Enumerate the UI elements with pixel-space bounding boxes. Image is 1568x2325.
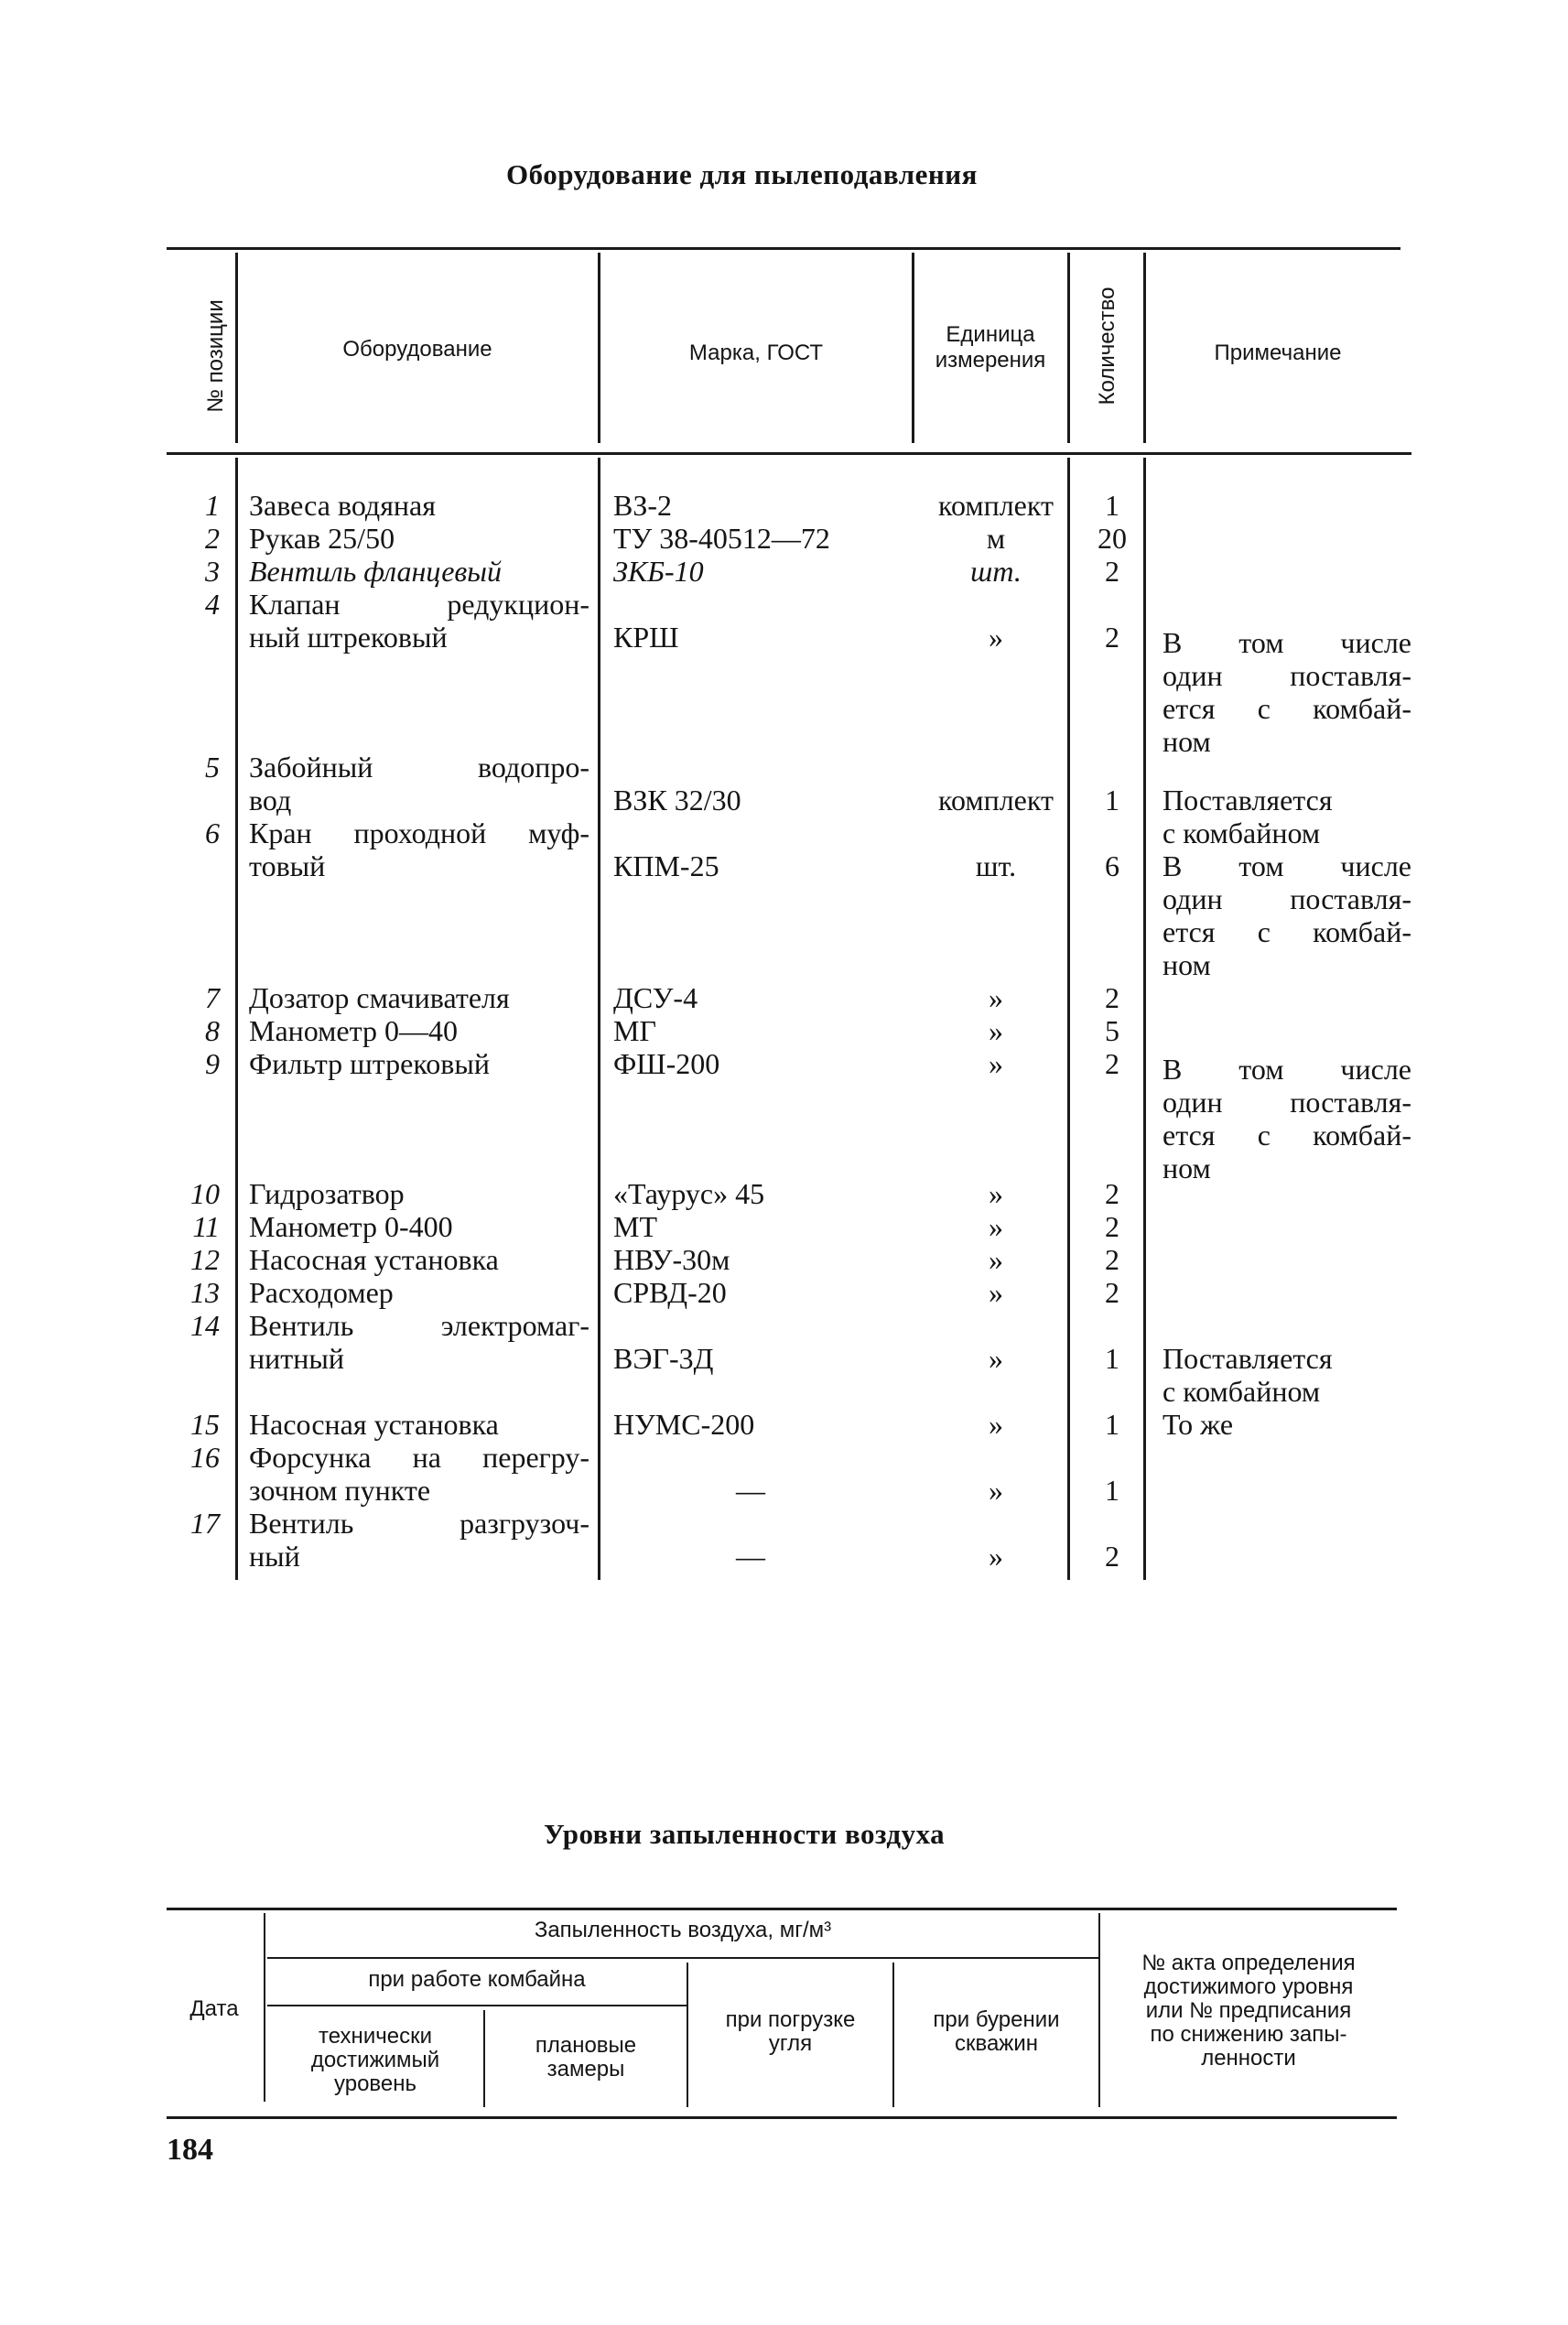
equipment-name: Насосная установка — [249, 1408, 499, 1441]
table2-inner-rule — [267, 2005, 687, 2006]
table-row — [0, 1408, 1568, 1441]
row-number: 5 — [205, 751, 220, 784]
note-line — [0, 948, 1568, 981]
equipment-unit: комплект — [938, 489, 1054, 522]
equipment-unit: » — [989, 1540, 1003, 1573]
equipment-name: Рукав 25/50 — [249, 522, 395, 555]
equipment-mark: МТ — [613, 1210, 657, 1243]
equipment-qty: 2 — [1105, 1047, 1119, 1080]
note-text: ется с комбай- — [1162, 1119, 1411, 1152]
note-text: ном — [1162, 1152, 1211, 1184]
equipment-mark: ДСУ-4 — [613, 981, 698, 1014]
equipment-name: ный — [249, 1540, 300, 1573]
header-line: по снижению запы- — [1150, 2022, 1347, 2047]
equipment-mark: — — [736, 1474, 765, 1507]
equipment-qty: 2 — [1105, 555, 1119, 588]
equipment-mark: ВЗ-2 — [613, 489, 673, 522]
equipment-unit: шт. — [970, 555, 1022, 588]
equipment-name: ный штрековый — [249, 621, 448, 654]
note-text: ном — [1162, 948, 1211, 981]
header-combine-work: при работе комбайна — [368, 1967, 586, 1992]
equipment-mark: ВЗК 32/30 — [613, 784, 741, 816]
header-position: № позиции — [203, 299, 228, 413]
equipment-name: Забойный водопро- — [249, 751, 589, 784]
equipment-mark: «Таурус» 45 — [613, 1177, 765, 1210]
equipment-mark: ВЭГ-3Д — [613, 1342, 714, 1375]
row-number: 12 — [190, 1243, 220, 1276]
row-number: 15 — [190, 1408, 220, 1441]
equipment-unit: м — [986, 522, 1006, 555]
table1-col-divider — [912, 253, 914, 443]
note-line — [0, 659, 1568, 692]
equipment-qty: 2 — [1105, 1540, 1119, 1573]
header-line: технически — [319, 2024, 432, 2049]
table-row — [0, 588, 1568, 621]
table-row — [0, 1309, 1568, 1342]
note-line — [0, 626, 1568, 659]
header-planned — [485, 2034, 687, 2082]
header-act-number — [1100, 1952, 1397, 2071]
row-number: 9 — [205, 1047, 220, 1080]
header-unit — [915, 322, 1065, 373]
row-number: 1 — [205, 489, 220, 522]
equipment-unit: » — [989, 981, 1003, 1014]
header-unit-line: Единица — [946, 322, 1035, 347]
table-row — [0, 1507, 1568, 1540]
table1-header-rule — [167, 452, 1411, 455]
equipment-qty: 2 — [1105, 621, 1119, 654]
header-line: плановые — [535, 2033, 637, 2058]
equipment-name: зочном пункте — [249, 1474, 431, 1507]
table1-col-divider — [598, 253, 600, 443]
row-number: 4 — [205, 588, 220, 621]
table-row — [0, 1177, 1568, 1210]
table2-inner-rule — [267, 1957, 1098, 1959]
header-equipment: Оборудование — [342, 337, 492, 362]
table2-title: Уровни запыленности воздуха — [544, 1818, 946, 1850]
header-coal-loading — [688, 2008, 892, 2056]
equipment-qty: 2 — [1105, 981, 1119, 1014]
header-line: или № предписания — [1145, 1998, 1352, 2023]
equipment-name: Вентиль электромаг- — [249, 1309, 589, 1342]
equipment-mark: НВУ-30м — [613, 1243, 730, 1276]
equipment-unit: » — [989, 1276, 1003, 1309]
note-text: один поставля- — [1162, 882, 1411, 915]
note-text: один поставля- — [1162, 1086, 1411, 1119]
row-number: 2 — [205, 522, 220, 555]
equipment-name: Вентиль разгрузоч- — [249, 1507, 589, 1540]
row-number: 11 — [192, 1210, 220, 1243]
note-text: Поставляется — [1162, 784, 1333, 816]
note-line — [0, 1119, 1568, 1152]
header-line: при бурении — [933, 2007, 1060, 2032]
header-date: Дата — [189, 1996, 239, 2021]
header-line: достижимый — [310, 2048, 440, 2072]
equipment-unit: комплект — [938, 784, 1054, 816]
row-number: 16 — [190, 1441, 220, 1474]
equipment-qty: 2 — [1105, 1243, 1119, 1276]
table-row — [0, 1243, 1568, 1276]
row-number: 17 — [190, 1507, 220, 1540]
equipment-name: нитный — [249, 1342, 344, 1375]
equipment-mark: МГ — [613, 1014, 656, 1047]
table1-col-divider — [235, 253, 238, 443]
note-text: с комбайном — [1162, 1375, 1321, 1408]
table-row — [0, 522, 1568, 555]
table-row — [0, 555, 1568, 588]
header-line: скважин — [954, 2031, 1039, 2056]
table1-col-divider — [1067, 253, 1070, 443]
equipment-qty: 2 — [1105, 1276, 1119, 1309]
equipment-name: Форсунка на перегру- — [249, 1441, 589, 1474]
note-line — [0, 1053, 1568, 1086]
table-row — [0, 1342, 1568, 1375]
equipment-name: Клапан редукцион- — [249, 588, 589, 621]
table1-top-rule — [167, 247, 1400, 250]
table1-col-divider — [1143, 253, 1146, 443]
note-text: То же — [1162, 1408, 1234, 1441]
equipment-qty: 1 — [1105, 1408, 1119, 1441]
row-number: 8 — [205, 1014, 220, 1047]
table-row — [0, 816, 1568, 849]
equipment-name: Дозатор смачивателя — [249, 981, 510, 1014]
header-note: Примечание — [1214, 341, 1342, 365]
table-row — [0, 1210, 1568, 1243]
table2-bottom-rule — [167, 2116, 1397, 2119]
equipment-name: Вентиль фланцевый — [249, 555, 502, 588]
table-row — [0, 751, 1568, 784]
equipment-unit: » — [989, 1342, 1003, 1375]
note-text: В том числе — [1162, 849, 1411, 882]
note-line — [0, 915, 1568, 948]
header-unit-line: измерения — [935, 348, 1046, 373]
header-dustiness: Запыленность воздуха, мг/м³ — [534, 1918, 832, 1942]
header-line: ленности — [1201, 2046, 1296, 2071]
equipment-unit: » — [989, 1243, 1003, 1276]
header-line: угля — [768, 2031, 813, 2056]
equipment-name: вод — [249, 784, 292, 816]
row-number: 7 — [205, 981, 220, 1014]
page-number: 184 — [167, 2133, 213, 2167]
header-line: № акта определения — [1141, 1951, 1356, 1975]
note-text: В том числе — [1162, 626, 1411, 659]
equipment-mark: НУМС-200 — [613, 1408, 755, 1441]
header-line: достижимого уровня — [1143, 1974, 1354, 1999]
equipment-qty: 2 — [1105, 1210, 1119, 1243]
equipment-name: Фильтр штрековый — [249, 1047, 490, 1080]
equipment-qty: 1 — [1105, 1342, 1119, 1375]
note-text: ется с комбай- — [1162, 915, 1411, 948]
row-number: 10 — [190, 1177, 220, 1210]
table-row — [0, 1540, 1568, 1573]
note-text: один поставля- — [1162, 659, 1411, 692]
header-quantity: Количество — [1095, 287, 1119, 406]
header-line: замеры — [546, 2057, 625, 2082]
equipment-unit: шт. — [975, 849, 1017, 882]
table-row — [0, 849, 1568, 882]
equipment-unit: » — [989, 1210, 1003, 1243]
equipment-name: Расходомер — [249, 1276, 394, 1309]
equipment-mark: КРШ — [613, 621, 679, 654]
equipment-qty: 1 — [1105, 784, 1119, 816]
header-tech-level — [267, 2025, 483, 2096]
equipment-name: Манометр 0-400 — [249, 1210, 453, 1243]
equipment-name: Завеса водяная — [249, 489, 436, 522]
equipment-qty: 5 — [1105, 1014, 1119, 1047]
table-row — [0, 981, 1568, 1014]
note-line — [0, 1375, 1568, 1408]
equipment-qty: 1 — [1105, 1474, 1119, 1507]
equipment-unit: » — [989, 1047, 1003, 1080]
equipment-qty: 6 — [1105, 849, 1119, 882]
equipment-mark: ФШ-200 — [613, 1047, 720, 1080]
equipment-name: товый — [249, 849, 326, 882]
equipment-qty: 20 — [1098, 522, 1127, 555]
note-text: В том числе — [1162, 1053, 1411, 1086]
equipment-unit: » — [989, 1408, 1003, 1441]
table2-top-rule — [167, 1908, 1397, 1910]
equipment-mark: ЗКБ-10 — [613, 555, 704, 588]
row-number: 3 — [205, 555, 220, 588]
equipment-name: Гидрозатвор — [249, 1177, 405, 1210]
header-line: при погрузке — [725, 2007, 856, 2032]
row-number: 6 — [205, 816, 220, 849]
equipment-unit: » — [989, 1177, 1003, 1210]
note-line — [0, 1086, 1568, 1119]
table-row — [0, 784, 1568, 816]
equipment-name: Насосная установка — [249, 1243, 499, 1276]
equipment-name: Манометр 0—40 — [249, 1014, 458, 1047]
equipment-mark: ТУ 38-40512—72 — [613, 522, 830, 555]
row-number: 14 — [190, 1309, 220, 1342]
table-row — [0, 1014, 1568, 1047]
header-mark: Марка, ГОСТ — [688, 341, 824, 365]
note-text: с комбайном — [1162, 816, 1321, 849]
equipment-name: Кран проходной муф- — [249, 816, 589, 849]
equipment-mark: СРВД-20 — [613, 1276, 727, 1309]
equipment-unit: » — [989, 1474, 1003, 1507]
table-row — [0, 489, 1568, 522]
header-drilling — [894, 2008, 1098, 2056]
table-row — [0, 1474, 1568, 1507]
equipment-unit: » — [989, 621, 1003, 654]
table1-title: Оборудование для пылеподавления — [506, 158, 978, 190]
note-line — [0, 692, 1568, 725]
equipment-mark: КПМ-25 — [613, 849, 719, 882]
equipment-qty: 1 — [1105, 489, 1119, 522]
row-number: 13 — [190, 1276, 220, 1309]
note-text: ется с комбай- — [1162, 692, 1411, 725]
table2-col-divider — [264, 1913, 265, 2102]
equipment-qty: 2 — [1105, 1177, 1119, 1210]
equipment-unit: » — [989, 1014, 1003, 1047]
note-text: ном — [1162, 725, 1211, 758]
note-text: Поставляется — [1162, 1342, 1333, 1375]
table-row — [0, 1441, 1568, 1474]
note-line — [0, 882, 1568, 915]
table-row — [0, 1276, 1568, 1309]
equipment-mark: — — [736, 1540, 765, 1573]
header-line: уровень — [333, 2071, 416, 2096]
